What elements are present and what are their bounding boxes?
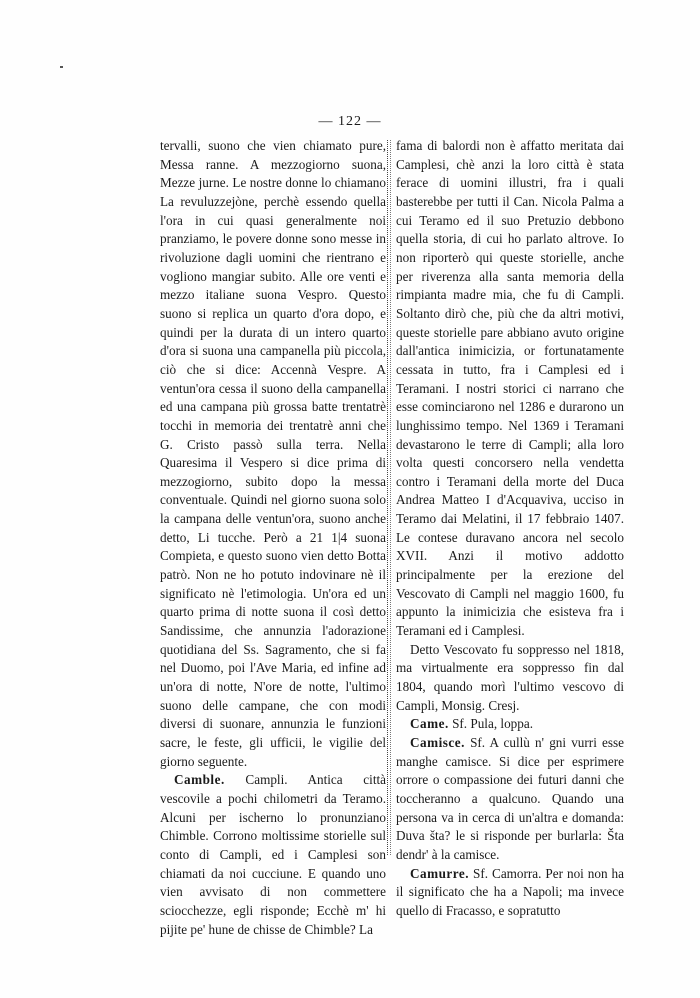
entry-camurre-text: Sf. Camorra. Per noi non ha il significato che ha a Napoli; ma invece quello di Fracasso, e sopratutto (396, 865, 624, 918)
entry-camisce (396, 734, 624, 865)
entry-camisce-text: Sf. A cullù n' gni vurri esse manghe camisce. Si dice per esprimere orrore o compassione dei futuri danni che toccheranno a qualcuno. Quando una persona va in cerca di un'altra e domanda: Duva šta? le si risponde per burlarla: Šta dendr' à la camisce. (396, 735, 624, 862)
entry-came-text: Sf. Pula, loppa. (448, 716, 534, 732)
entry-camble (160, 771, 386, 939)
left-column (160, 137, 386, 939)
right-paragraph-continuation: fama di balordi non è affatto meritata dai Camplesi, chè anzi la loro città è stata ferace di uomini illustri, fra i quali basterebbe per tutti il Can. Nicola Palma a cui Teramo ed il suo Pretuzio debbono quella storia, di cui ho parlato altrove. Io non riporterò qui queste storielle, anche per riverenza alla santa memoria della rimpianta madre mia, che fu di Campli. Soltanto dirò che, più che da altri motivi, queste storielle pare abbiano avuto origine dall'antica inimicizia, or fortunatamente cessata in tutto, fra i Camplesi ed i Teramani. I nostri storici ci narrano che esse cominciarono nel 1286 e durarono un lunghissimo tempo. Nel 1369 i Teramani devastarono le terre di Campli; alla loro volta questi concorsero nella vendetta contro i Teramani della morte del Duca Andrea Matteo I d'Acquaviva, ucciso in Teramo dai Melatini, il 17 febbraio 1407. Le contese duravano ancora nel secolo XVII. Anzi il motivo addotto principalmente per la erezione del Vescovato di Campli nel maggio 1600, fu appunto la inimicizia che esisteva fra i Teramani ed i Camplesi. (396, 138, 624, 639)
headword-came: Came. (410, 716, 449, 732)
left-paragraph-continuation: tervalli, suono che vien chiamato pure, Messa ranne. A mezzogiorno suona, Mezze jurne. Le nostre donne lo chiamano La revuluzzejòne, perchè essendo quella l'ora in cui quasi generalmente noi pranziamo, le povere donne sono messe in rivoluzione dagli uomini che rientrano e vogliono mangiar subito. Alle ore venti e mezzo italiane suona Vespro. Questo suono si replica un quarto d'ora dopo, e quindi per la durata di un intero quarto d'ora si suona una campanella più piccola, ciò che si dice: Accennà Vespre. A ventun'ora cessa il suono della campanella ed una campana più grossa batte trentatrè tocchi in memoria dei trentatrè anni che G. Cristo passò sulla terra. Nella Quaresima il Vespero si dice prima di mezzogiorno, subito dopo la messa conventuale. Quindi nel giorno suona solo la campana delle ventun'ora, suono anche detto, Li tucche. Però a 21 1|4 suona Compieta, e questo suono vien detto Botta patrò. Non ne ho potuto indovinare nè il significato nè l'etimologia. Un'ora ed un quarto prima di notte suona il così detto Sandissime, che annunzia l'adorazione quotidiana del Ss. Sagramento, che si fa nel Duomo, poi l'Ave Maria, ed infine ad un'ora di notte, N'ore de notte, l'ultimo suono delle campane, che con modi diversi di suonare, annunzia le funzioni sacre, le feste, gli ufficii, le vigilie del giorno seguente. (160, 138, 386, 769)
page-number: — 122 — (318, 114, 382, 129)
headword-camisce: Camisce. (410, 735, 465, 750)
headword-camble: Camble. (174, 772, 225, 788)
entry-camurre (396, 865, 624, 921)
right-paragraph-vescovato: Detto Vescovato fu soppresso nel 1818, ma virtualmente era soppresso fin dal 1804, quando morì l'ultimo vescovo di Campli, Monsig. Cresj. (396, 641, 624, 713)
headword-camurre: Camurre. (410, 865, 470, 881)
entry-came (396, 715, 624, 734)
column-divider (387, 140, 394, 855)
page-speck (60, 66, 63, 68)
right-column (396, 137, 624, 921)
entry-camble-text: Campli. Antica città vescovile a pochi chilometri da Teramo. Alcuni per ischerno lo pronunziano Chimble. Corrono moltissime storielle sul conto di Campli, ed i Camplesi son chiamati da noi cucciune. E quando uno vien avvisato di non commettere sciocchezze, egli risponde; Ecchè m' hi pijite pe' hune de chisse de Chimble? La (160, 772, 386, 937)
